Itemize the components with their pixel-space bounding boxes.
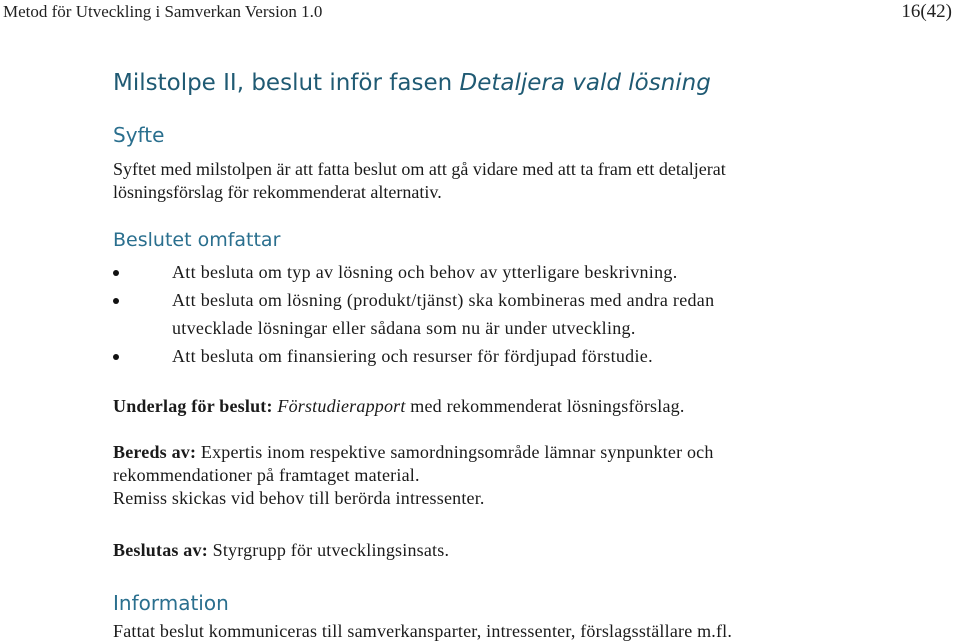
information-heading: Information [113, 591, 229, 615]
bereds-line-2: rekommendationer på framtaget material. [113, 465, 420, 485]
omfattar-heading: Beslutet omfattar [113, 229, 281, 251]
bullet-text: Att besluta om lösning (produkt/tjänst) ska kombineras med andra redan [172, 290, 715, 310]
bullet-item [113, 286, 714, 342]
beslutas-text: Styrgrupp för utvecklingsinsats. [207, 540, 450, 560]
page-title-phase: Detaljera vald lösning [459, 70, 711, 96]
bereds-line-3: Remiss skickas vid behov till berörda intressenter. [113, 488, 485, 508]
underlag-document: Förstudierapport [277, 396, 406, 416]
bullet-text: Att besluta om typ av lösning och behov av ytterligare beskrivning. [172, 262, 678, 282]
syfte-line-1: Syftet med milstolpen är att fatta beslut om att gå vidare med att ta fram ett detaljerat [113, 159, 726, 179]
page-title-prefix: Milstolpe II, beslut inför fasen [113, 70, 460, 96]
omfattar-bullet-list [113, 258, 714, 370]
bullet-text: Att besluta om finansiering och resurser för fördjupad förstudie. [172, 346, 653, 366]
syfte-paragraph [113, 158, 726, 204]
beslutas-label: Beslutas av: [113, 540, 208, 560]
bereds-paragraph [113, 441, 714, 510]
bullet-text-continued: utvecklade lösningar eller sådana som nu är under utveckling. [172, 318, 636, 338]
bullet-item [113, 258, 714, 286]
bullet-dot-icon [113, 270, 119, 276]
page-title [113, 70, 711, 96]
bullet-dot-icon [113, 298, 119, 304]
bullet-dot-icon [113, 354, 119, 360]
bereds-line-1: Expertis inom respektive samordningsområde lämnar synpunkter och [196, 442, 714, 462]
underlag-paragraph [113, 395, 685, 418]
information-paragraph: Fattat beslut kommuniceras till samverkansparter, intressenter, förslagsställare m.fl. [113, 621, 733, 641]
beslutas-paragraph [113, 539, 449, 562]
syfte-line-2: lösningsförslag för rekommenderat alternativ. [113, 182, 442, 202]
bullet-item [113, 342, 714, 370]
syfte-heading: Syfte [113, 123, 165, 147]
underlag-text: med rekommenderat lösningsförslag. [405, 396, 685, 416]
running-header: Metod för Utveckling i Samverkan Version 1.0 [3, 2, 323, 21]
page-number: 16(42) [901, 1, 952, 22]
underlag-label: Underlag för beslut: [113, 396, 273, 416]
bereds-label: Bereds av: [113, 442, 197, 462]
